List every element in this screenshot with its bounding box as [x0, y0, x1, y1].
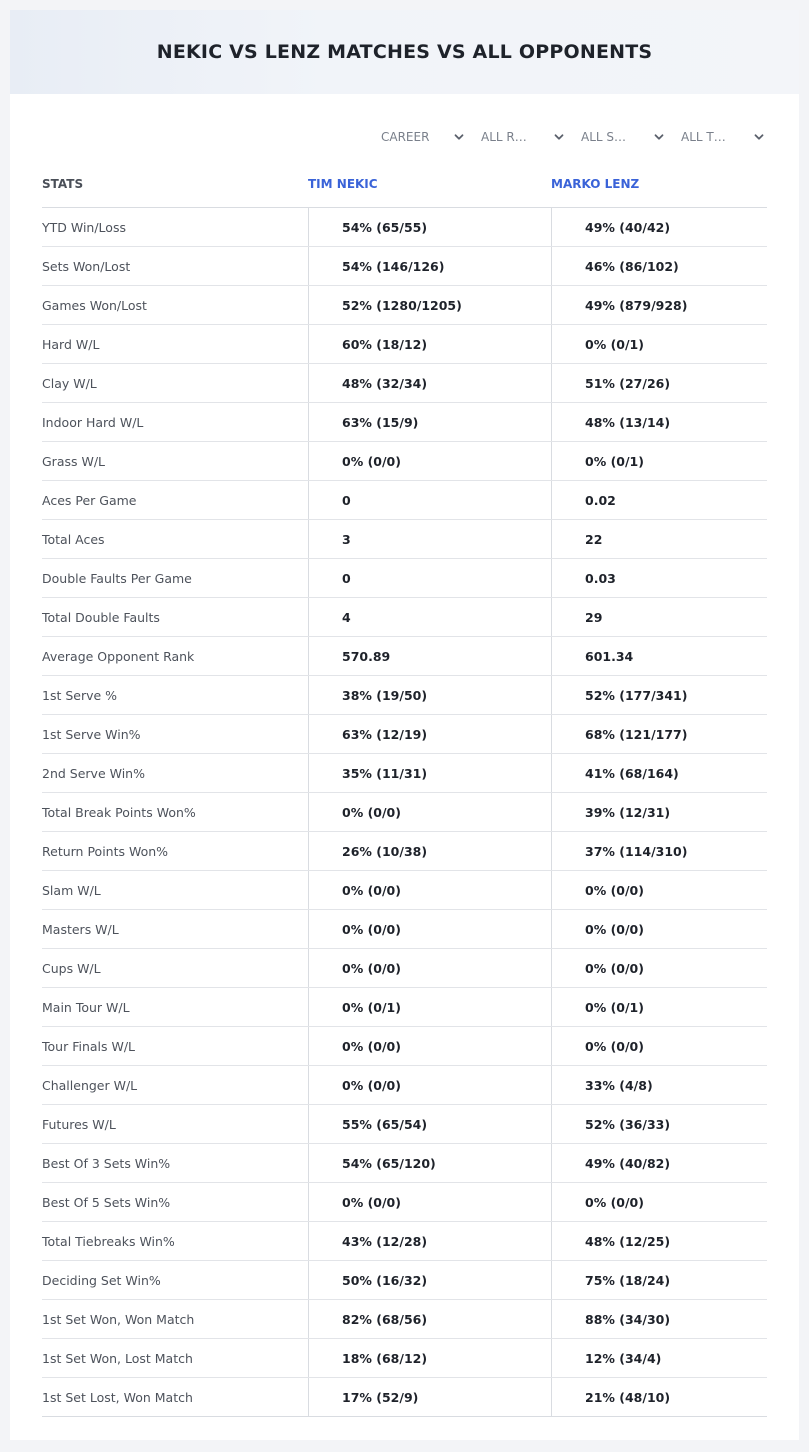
stat-label: Total Aces: [42, 531, 105, 547]
player2-value: 49% (879/928): [551, 286, 767, 324]
table-row: [42, 1339, 767, 1378]
player1-value: 0% (0/0): [308, 1027, 551, 1065]
filter-dropdown[interactable]: [367, 126, 467, 148]
player1-value: 0% (0/0): [308, 442, 551, 480]
player2-value: 68% (121/177): [551, 715, 767, 753]
stat-label: Total Tiebreaks Win%: [42, 1233, 175, 1249]
player1-value: 82% (68/56): [308, 1300, 551, 1338]
player1-value: 63% (15/9): [308, 403, 551, 441]
table-row: [42, 1144, 767, 1183]
player2-value: 39% (12/31): [551, 793, 767, 831]
player1-value: 43% (12/28): [308, 1222, 551, 1260]
player1-value: 35% (11/31): [308, 754, 551, 792]
table-row: [42, 715, 767, 754]
stat-label: Cups W/L: [42, 960, 101, 976]
player2-value: 46% (86/102): [551, 247, 767, 285]
page-title: NEKIC VS LENZ MATCHES VS ALL OPPONENTS: [156, 41, 653, 63]
chevron-down-icon: [453, 131, 465, 143]
player1-value: 55% (65/54): [308, 1105, 551, 1143]
player1-value: 4: [308, 598, 551, 636]
stat-label: 1st Set Won, Lost Match: [42, 1350, 193, 1366]
player2-value: 48% (12/25): [551, 1222, 767, 1260]
player1-value: 54% (65/120): [308, 1144, 551, 1182]
table-row: [42, 949, 767, 988]
table-row: [42, 1222, 767, 1261]
player1-value: 38% (19/50): [308, 676, 551, 714]
stat-label: Slam W/L: [42, 882, 101, 898]
player2-value: 0% (0/0): [551, 1183, 767, 1221]
stat-label: Masters W/L: [42, 921, 119, 937]
table-row: [42, 754, 767, 793]
player1-value: 0% (0/0): [308, 910, 551, 948]
player2-value: 0% (0/0): [551, 1027, 767, 1065]
filter-dropdown[interactable]: [567, 126, 667, 148]
player2-value: 601.34: [551, 637, 767, 675]
table-body: [42, 208, 767, 1417]
stat-label: 1st Set Lost, Won Match: [42, 1389, 193, 1405]
stat-label: YTD Win/Loss: [42, 219, 126, 235]
table-row: [42, 598, 767, 637]
player1-value: 48% (32/34): [308, 364, 551, 402]
table-row: [42, 637, 767, 676]
player2-value: 52% (36/33): [551, 1105, 767, 1143]
filter-dropdown[interactable]: [667, 126, 767, 148]
player2-value: 49% (40/82): [551, 1144, 767, 1182]
table-row: [42, 442, 767, 481]
stat-label: Clay W/L: [42, 375, 97, 391]
stat-label: Deciding Set Win%: [42, 1272, 161, 1288]
filter-label: ALL T…: [681, 130, 726, 144]
chevron-down-icon: [553, 131, 565, 143]
player2-value: 0.03: [551, 559, 767, 597]
table-row: [42, 1027, 767, 1066]
player2-value: 29: [551, 598, 767, 636]
player1-value: 26% (10/38): [308, 832, 551, 870]
stats-card: [10, 10, 799, 1440]
stat-label: Aces Per Game: [42, 492, 137, 508]
stats-table: [42, 160, 767, 1417]
column-header-player1[interactable]: TIM NEKIC: [308, 176, 378, 191]
stat-label: Average Opponent Rank: [42, 648, 195, 664]
player2-value: 0% (0/1): [551, 442, 767, 480]
player1-value: 0% (0/0): [308, 1183, 551, 1221]
player1-value: 0: [308, 481, 551, 519]
filter-label: CAREER: [381, 130, 430, 144]
filter-dropdown[interactable]: [467, 126, 567, 148]
stat-label: Total Double Faults: [42, 609, 160, 625]
player2-value: 49% (40/42): [551, 208, 767, 246]
stat-label: Double Faults Per Game: [42, 570, 192, 586]
table-row: [42, 1378, 767, 1417]
player2-value: 33% (4/8): [551, 1066, 767, 1104]
table-row: [42, 1300, 767, 1339]
player1-value: 3: [308, 520, 551, 558]
table-row: [42, 481, 767, 520]
filter-bar: [367, 126, 767, 148]
filter-label: ALL S…: [581, 130, 627, 144]
page-header: [10, 10, 799, 94]
stat-label: Sets Won/Lost: [42, 258, 131, 274]
player2-value: 51% (27/26): [551, 364, 767, 402]
player2-value: 41% (68/164): [551, 754, 767, 792]
player1-value: 60% (18/12): [308, 325, 551, 363]
player1-value: 0% (0/0): [308, 1066, 551, 1104]
player2-value: 0% (0/1): [551, 325, 767, 363]
chevron-down-icon: [753, 131, 765, 143]
player1-value: 0% (0/0): [308, 871, 551, 909]
player1-value: 0% (0/0): [308, 949, 551, 987]
player2-value: 0% (0/1): [551, 988, 767, 1026]
table-row: [42, 364, 767, 403]
stat-label: Tour Finals W/L: [42, 1038, 136, 1054]
stat-label: Challenger W/L: [42, 1077, 138, 1093]
table-row: [42, 1183, 767, 1222]
player1-value: 0% (0/1): [308, 988, 551, 1026]
player1-value: 18% (68/12): [308, 1339, 551, 1377]
table-row: [42, 208, 767, 247]
table-row: [42, 988, 767, 1027]
stat-label: 1st Serve %: [42, 687, 118, 703]
table-row: [42, 286, 767, 325]
table-row: [42, 1066, 767, 1105]
player2-value: 0% (0/0): [551, 871, 767, 909]
player1-value: 63% (12/19): [308, 715, 551, 753]
player1-value: 0% (0/0): [308, 793, 551, 831]
table-row: [42, 676, 767, 715]
table-row: [42, 871, 767, 910]
player2-value: 37% (114/310): [551, 832, 767, 870]
chevron-down-icon: [653, 131, 665, 143]
table-header: [42, 160, 767, 208]
stat-label: Return Points Won%: [42, 843, 169, 859]
player2-value: 22: [551, 520, 767, 558]
player1-value: 52% (1280/1205): [308, 286, 551, 324]
player2-value: 12% (34/4): [551, 1339, 767, 1377]
stat-label: Best Of 3 Sets Win%: [42, 1155, 171, 1171]
stat-label: 1st Serve Win%: [42, 726, 141, 742]
filter-label: ALL R…: [481, 130, 527, 144]
table-row: [42, 910, 767, 949]
column-header-player2[interactable]: MARKO LENZ: [551, 176, 640, 191]
table-row: [42, 1105, 767, 1144]
table-row: [42, 559, 767, 598]
stat-label: Best Of 5 Sets Win%: [42, 1194, 171, 1210]
player2-value: 0.02: [551, 481, 767, 519]
table-row: [42, 247, 767, 286]
table-row: [42, 403, 767, 442]
stat-label: 2nd Serve Win%: [42, 765, 145, 781]
player1-value: 54% (65/55): [308, 208, 551, 246]
table-row: [42, 520, 767, 559]
player2-value: 88% (34/30): [551, 1300, 767, 1338]
player1-value: 17% (52/9): [308, 1378, 551, 1416]
table-row: [42, 793, 767, 832]
table-row: [42, 1261, 767, 1300]
player2-value: 48% (13/14): [551, 403, 767, 441]
player1-value: 570.89: [308, 637, 551, 675]
player2-value: 52% (177/341): [551, 676, 767, 714]
table-row: [42, 325, 767, 364]
player2-value: 0% (0/0): [551, 949, 767, 987]
stat-label: 1st Set Won, Won Match: [42, 1311, 195, 1327]
stat-label: Indoor Hard W/L: [42, 414, 144, 430]
stat-label: Main Tour W/L: [42, 999, 130, 1015]
column-header-stats: STATS: [42, 176, 84, 191]
player2-value: 21% (48/10): [551, 1378, 767, 1416]
stat-label: Hard W/L: [42, 336, 100, 352]
stat-label: Grass W/L: [42, 453, 106, 469]
table-row: [42, 832, 767, 871]
player2-value: 0% (0/0): [551, 910, 767, 948]
player1-value: 0: [308, 559, 551, 597]
stat-label: Futures W/L: [42, 1116, 116, 1132]
player2-value: 75% (18/24): [551, 1261, 767, 1299]
player1-value: 50% (16/32): [308, 1261, 551, 1299]
player1-value: 54% (146/126): [308, 247, 551, 285]
stat-label: Total Break Points Won%: [42, 804, 196, 820]
stat-label: Games Won/Lost: [42, 297, 147, 313]
